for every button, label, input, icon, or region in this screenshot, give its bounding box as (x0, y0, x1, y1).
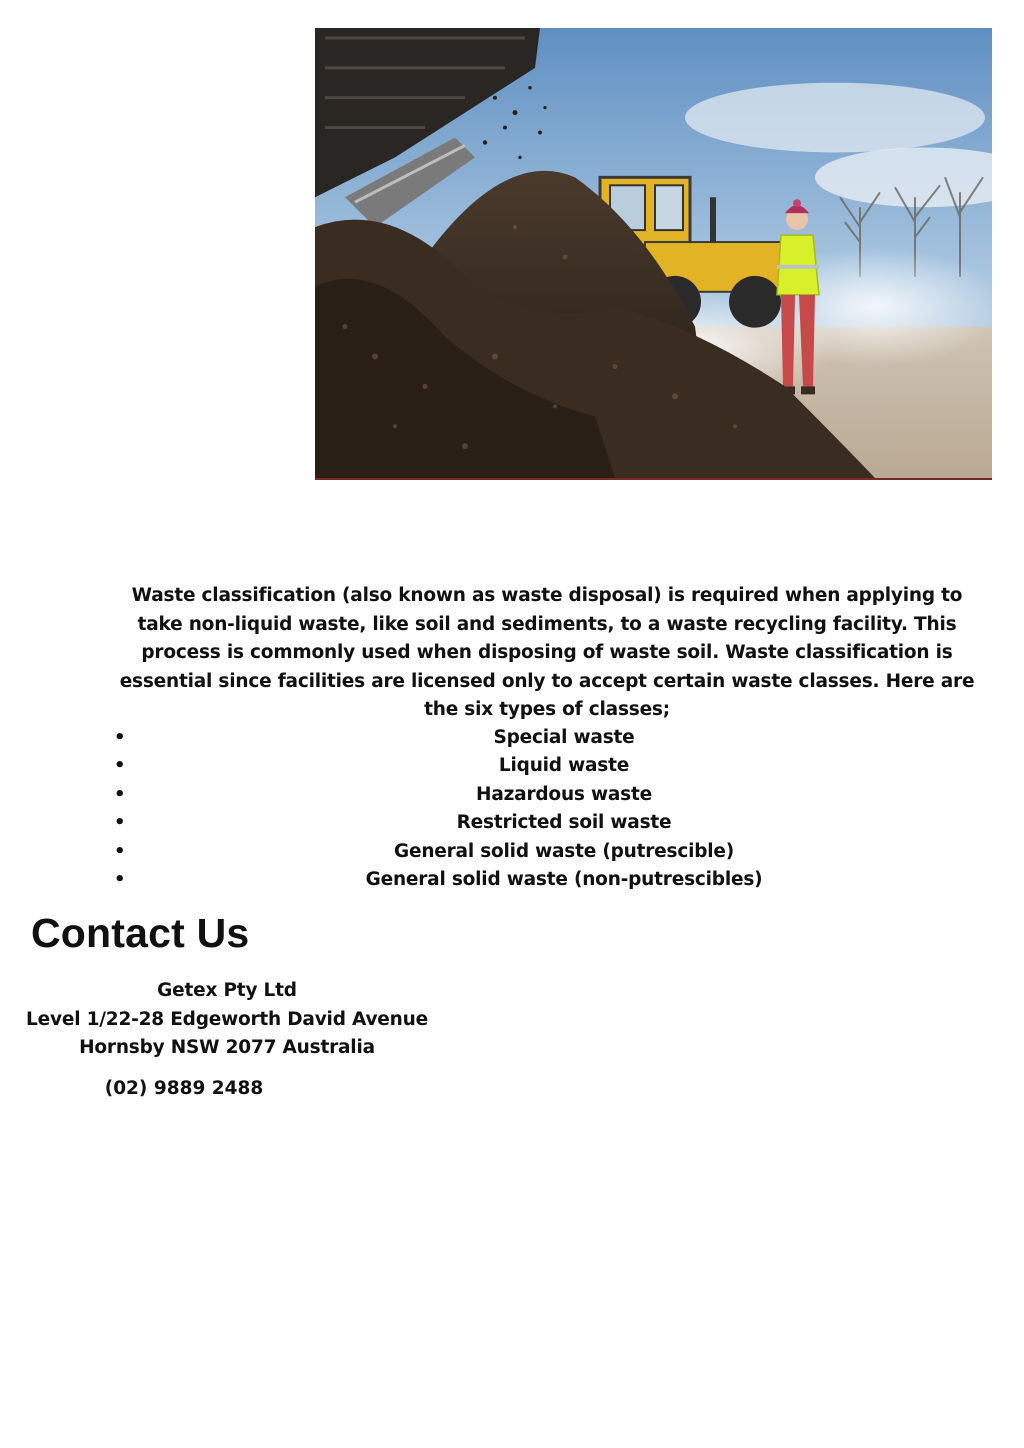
company-name: Getex Pty Ltd (157, 980, 297, 1001)
bullet-icon: • (114, 812, 126, 834)
list-item-label: General solid waste (non-putrescibles) (365, 868, 763, 890)
address-line-2: Hornsby NSW 2077 Australia (79, 1037, 375, 1058)
bullet-icon: • (114, 840, 126, 862)
list-item (116, 809, 1012, 837)
bullet-icon: • (114, 727, 126, 748)
list-item-label: Liquid waste (498, 755, 630, 777)
list-item (116, 752, 1012, 780)
list-item-label: Hazardous waste (476, 783, 652, 805)
hero-illustration (315, 28, 992, 478)
contact-heading: Contact Us (31, 910, 250, 956)
hero-image (315, 28, 992, 480)
bullet-icon: • (114, 783, 126, 805)
list-item (116, 781, 1012, 809)
list-item (116, 866, 1012, 894)
bullet-icon: • (114, 868, 126, 890)
list-item (116, 724, 1012, 752)
list-item-label: Special waste (493, 727, 635, 748)
phone-number[interactable]: (02) 9889 2488 (104, 1078, 264, 1099)
list-item-label: Restricted soil waste (456, 812, 672, 834)
list-item (116, 838, 1012, 866)
waste-class-list (116, 724, 1012, 894)
address-line-1: Level 1/22-28 Edgeworth David Avenue (26, 1008, 428, 1030)
list-item-label: General solid waste (putrescible) (393, 840, 735, 862)
bullet-icon: • (114, 755, 126, 777)
intro-paragraph: Waste classification (also known as waste disposal) is required when applying to take non-liquid waste, like soil and sediments, to a waste recycling facility. This process is commonly used when disposing of waste soil. Waste classification is essential since facilities are licensed only to accept certain waste classes. Here are the six types of classes; (119, 585, 975, 720)
contact-address (20, 977, 434, 1063)
